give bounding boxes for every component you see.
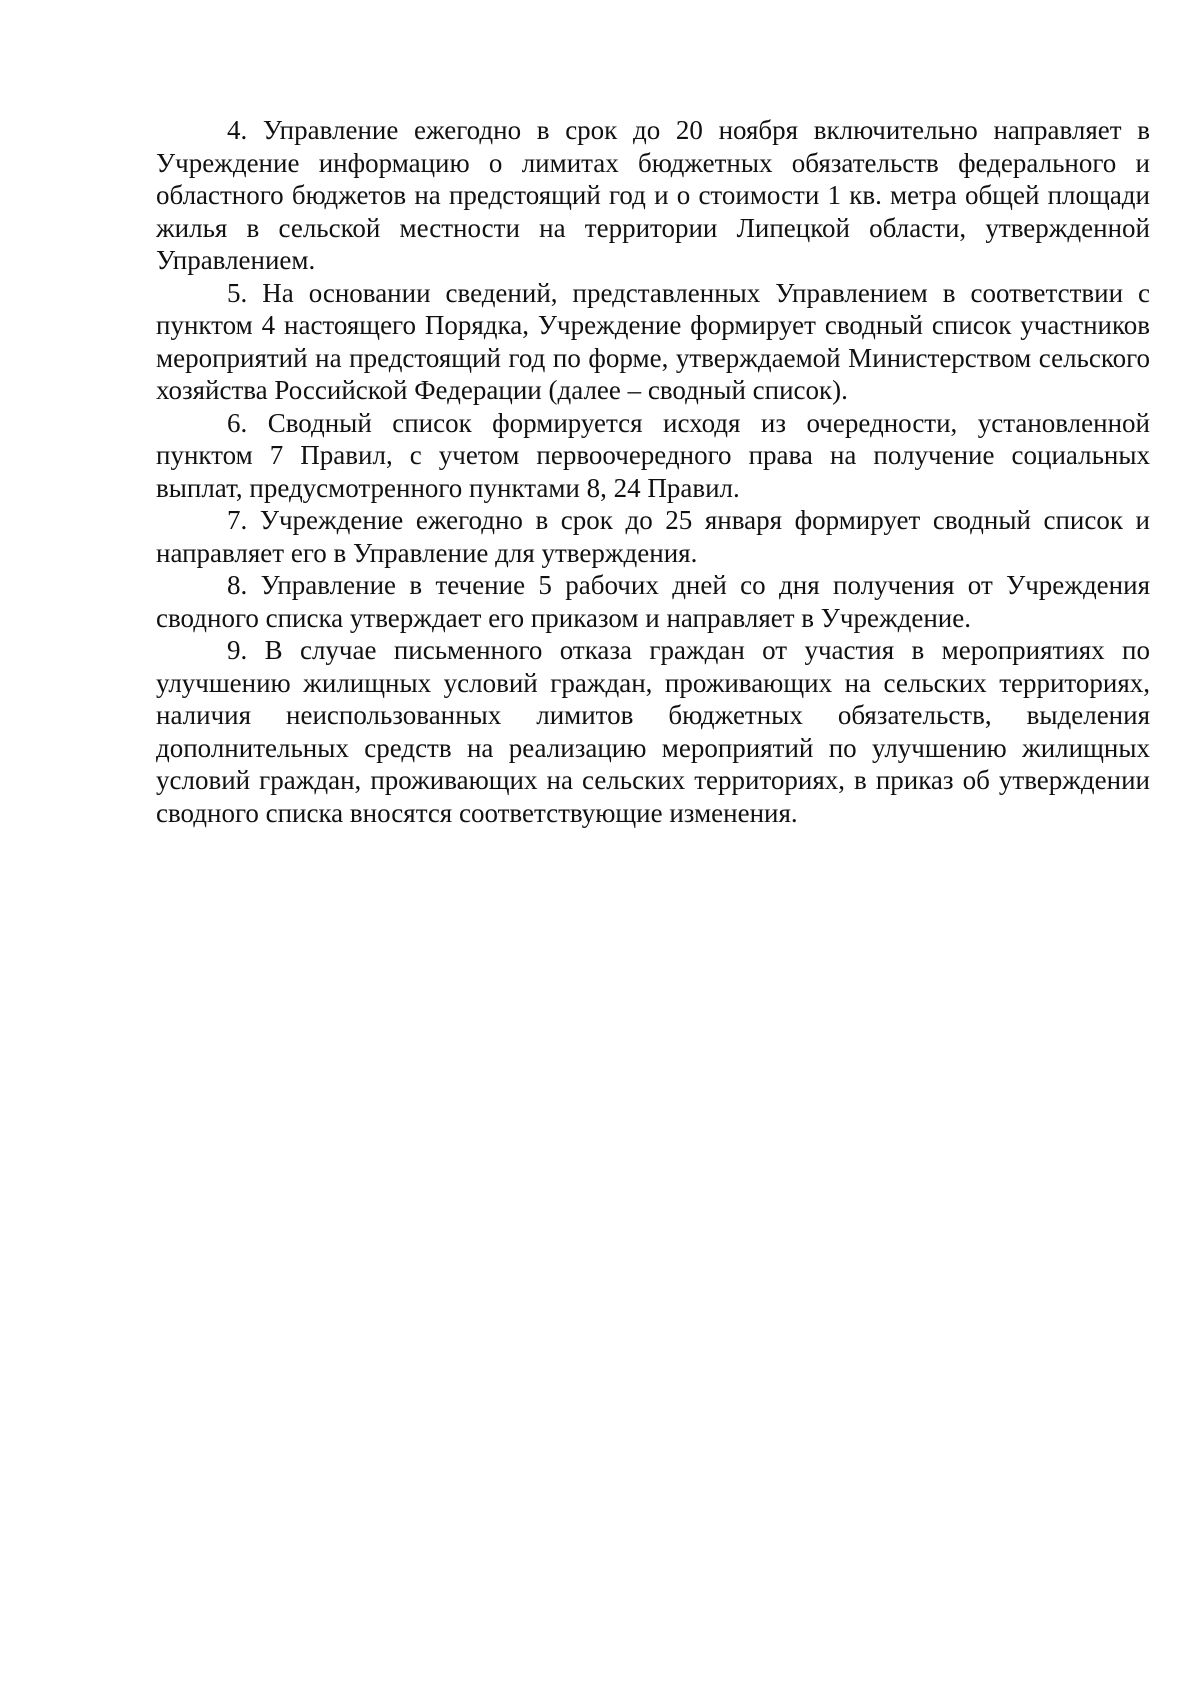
- document-body: [156, 114, 1150, 829]
- paragraph-6: 6. Сводный список формируется исходя из очередности, установленной пунктом 7 Правил, с учетом первоочередного права на получение социальных выплат, предусмотренного пунктами 8, 24 Правил.: [156, 407, 1150, 503]
- paragraph-9: 9. В случае письменного отказа граждан от участия в мероприятиях по улучшению жилищных условий граждан, проживающих на сельских территориях, наличия неиспользованных лимитов бюджетных обязательств, выделения дополнительных средств на реализацию мероприятий по улучшению жилищных условий граждан, проживающих на сельских территориях, в приказ об утверждении сводного списка вносятся соответствующие изменения.: [156, 635, 1150, 828]
- paragraph-5: 5. На основании сведений, представленных Управлением в соответствии с пунктом 4 настоящего Порядка, Учреждение формирует сводный список участников мероприятий на предстоящий год по форме, утверждаемой Министерством сельского хозяйства Российской Федерации (далее – сводный список).: [156, 277, 1150, 405]
- paragraph-8: 8. Управление в течение 5 рабочих дней со дня получения от Учреждения сводного списка утверждает его приказом и направляет в Учреждение.: [156, 570, 1150, 633]
- paragraph-4: 4. Управление ежегодно в срок до 20 ноября включительно направляет в Учреждение информацию о лимитах бюджетных обязательств федерального и областного бюджетов на предстоящий год и о стоимости 1 кв. метра общей площади жилья в сельской местности на территории Липецкой области, утвержденной Управлением.: [156, 115, 1150, 275]
- paragraph-7: 7. Учреждение ежегодно в срок до 25 января формирует сводный список и направляет его в Управление для утверждения.: [156, 505, 1150, 568]
